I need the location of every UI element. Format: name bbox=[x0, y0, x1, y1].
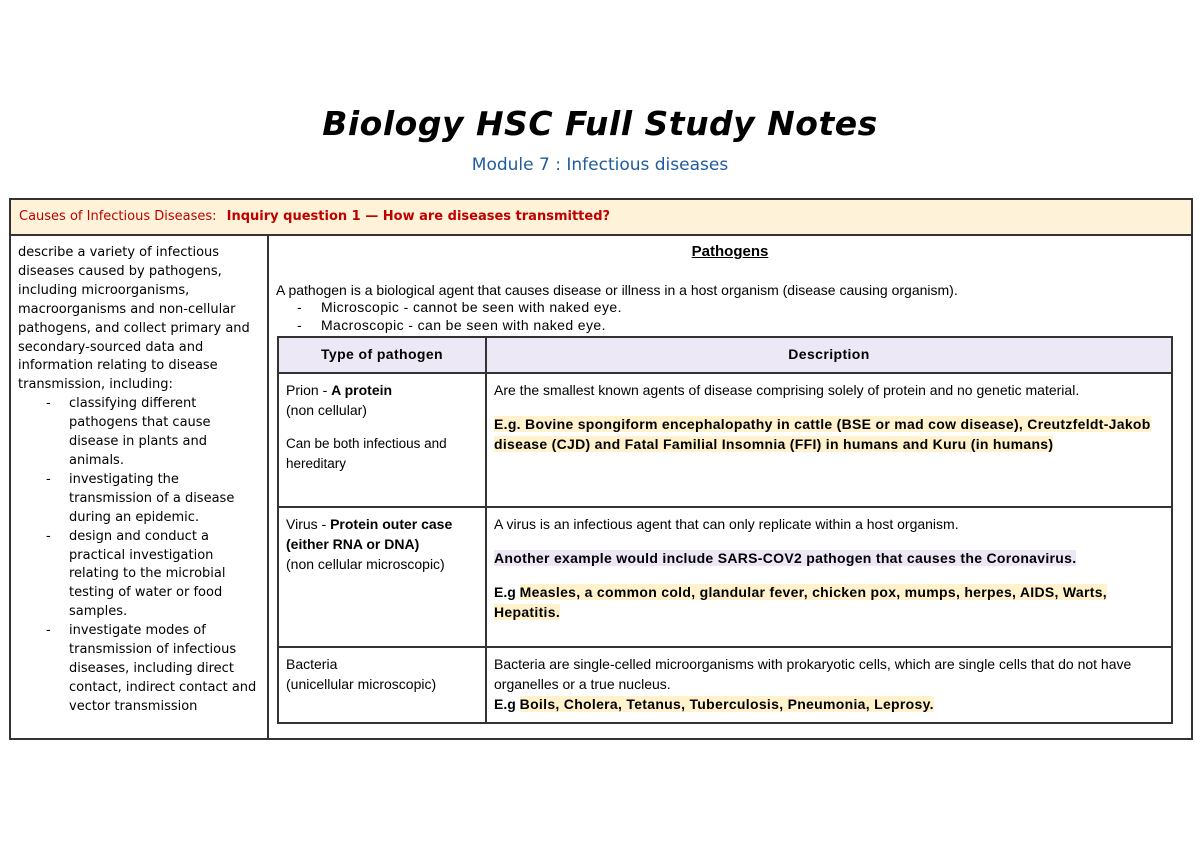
table-row-bacteria bbox=[278, 647, 1172, 723]
bacteria-type-cell bbox=[278, 647, 486, 723]
column-header-type: Type of pathogen bbox=[278, 337, 486, 373]
virus-description-cell bbox=[486, 507, 1172, 647]
notes-column bbox=[269, 236, 1191, 738]
table-row-prion bbox=[278, 373, 1172, 507]
pathogen-size-list bbox=[297, 298, 622, 334]
virus-label-bold: Protein outer case (either RNA or DNA) bbox=[286, 516, 453, 552]
bacteria-examples: Boils, Cholera, Tetanus, Tuberculosis, Pneumonia, Leprosy. bbox=[519, 696, 934, 712]
syllabus-intro: describe a variety of infectious diseases caused by pathogens, including microorganisms, macroorganisms and non-cellular pathogens, and collect primary and secondary-sourced data and information relating to disease transmission, including: bbox=[18, 245, 250, 393]
virus-class: (non cellular microscopic) bbox=[286, 556, 445, 572]
virus-type-cell bbox=[278, 507, 486, 647]
syllabus-point: - design and conduct a practical investigation relating to the microbial testing of water or food samples. bbox=[46, 528, 226, 620]
syllabus-point: - classifying different pathogens that cause disease in plants and animals. bbox=[46, 396, 211, 468]
prion-label-bold: A protein bbox=[331, 382, 393, 398]
table-row-virus bbox=[278, 507, 1172, 647]
bacteria-class: (unicellular microscopic) bbox=[286, 676, 437, 692]
inquiry-question: Inquiry question 1 — How are diseases transmitted? bbox=[226, 209, 611, 224]
syllabus-column bbox=[11, 236, 269, 738]
bacteria-label: Bacteria bbox=[286, 656, 338, 672]
syllabus-point: - investigate modes of transmission of infectious diseases, including direct contact, indirect contact and vector transmission bbox=[46, 623, 257, 714]
bacteria-example-prefix: E.g bbox=[494, 696, 520, 712]
pathogens-heading: Pathogens bbox=[691, 243, 769, 260]
prion-class: (non cellular) bbox=[286, 402, 367, 418]
bacteria-description-cell bbox=[486, 647, 1172, 723]
document-title: Biology HSC Full Study Notes bbox=[322, 104, 878, 143]
inquiry-topic: Causes of Infectious Diseases: bbox=[19, 209, 217, 224]
module-subtitle: Module 7 : Infectious diseases bbox=[471, 155, 729, 175]
list-item: - Macroscopic - can be seen with naked eye. bbox=[297, 317, 606, 333]
virus-description: A virus is an infectious agent that can only replicate within a host organism. bbox=[494, 516, 959, 532]
virus-example-sars: Another example would include SARS-COV2 pathogen that causes the Coronavirus. bbox=[494, 550, 1077, 566]
syllabus-point: - investigating the transmission of a disease during an epidemic. bbox=[46, 471, 235, 525]
pathogen-table bbox=[277, 336, 1173, 724]
study-notes-table bbox=[9, 198, 1193, 740]
prion-type-cell bbox=[278, 373, 486, 507]
prion-description: Are the smallest known agents of disease comprising solely of protein and no genetic material. bbox=[494, 382, 1080, 398]
prion-label: Prion - bbox=[286, 382, 332, 398]
virus-examples: Measles, a common cold, glandular fever, chicken pox, mumps, herpes, AIDS, Warts, Hepatitis. bbox=[494, 584, 1107, 620]
inquiry-header bbox=[11, 200, 1191, 236]
list-item: - Microscopic - cannot be seen with naked eye. bbox=[297, 299, 622, 315]
column-header-description: Description bbox=[486, 337, 1172, 373]
prion-note: Can be both infectious and hereditary bbox=[286, 436, 447, 471]
prion-example: E.g. Bovine spongiform encephalopathy in cattle (BSE or mad cow disease), Creutzfeldt-Jakob disease (CJD) and Fatal Familial Insomnia (FFI) in humans and Kuru (in humans) bbox=[494, 416, 1151, 452]
prion-description-cell bbox=[486, 373, 1172, 507]
virus-example-prefix: E.g bbox=[494, 584, 520, 600]
table-header-row bbox=[278, 337, 1172, 373]
virus-label: Virus - bbox=[286, 516, 331, 532]
syllabus-points bbox=[18, 395, 261, 716]
pathogen-definition: A pathogen is a biological agent that causes disease or illness in a host organism (disease causing organism). bbox=[276, 282, 958, 298]
bacteria-description: Bacteria are single-celled microorganisms with prokaryotic cells, which are single cells that do not have organelles or a true nucleus. bbox=[494, 656, 1132, 692]
